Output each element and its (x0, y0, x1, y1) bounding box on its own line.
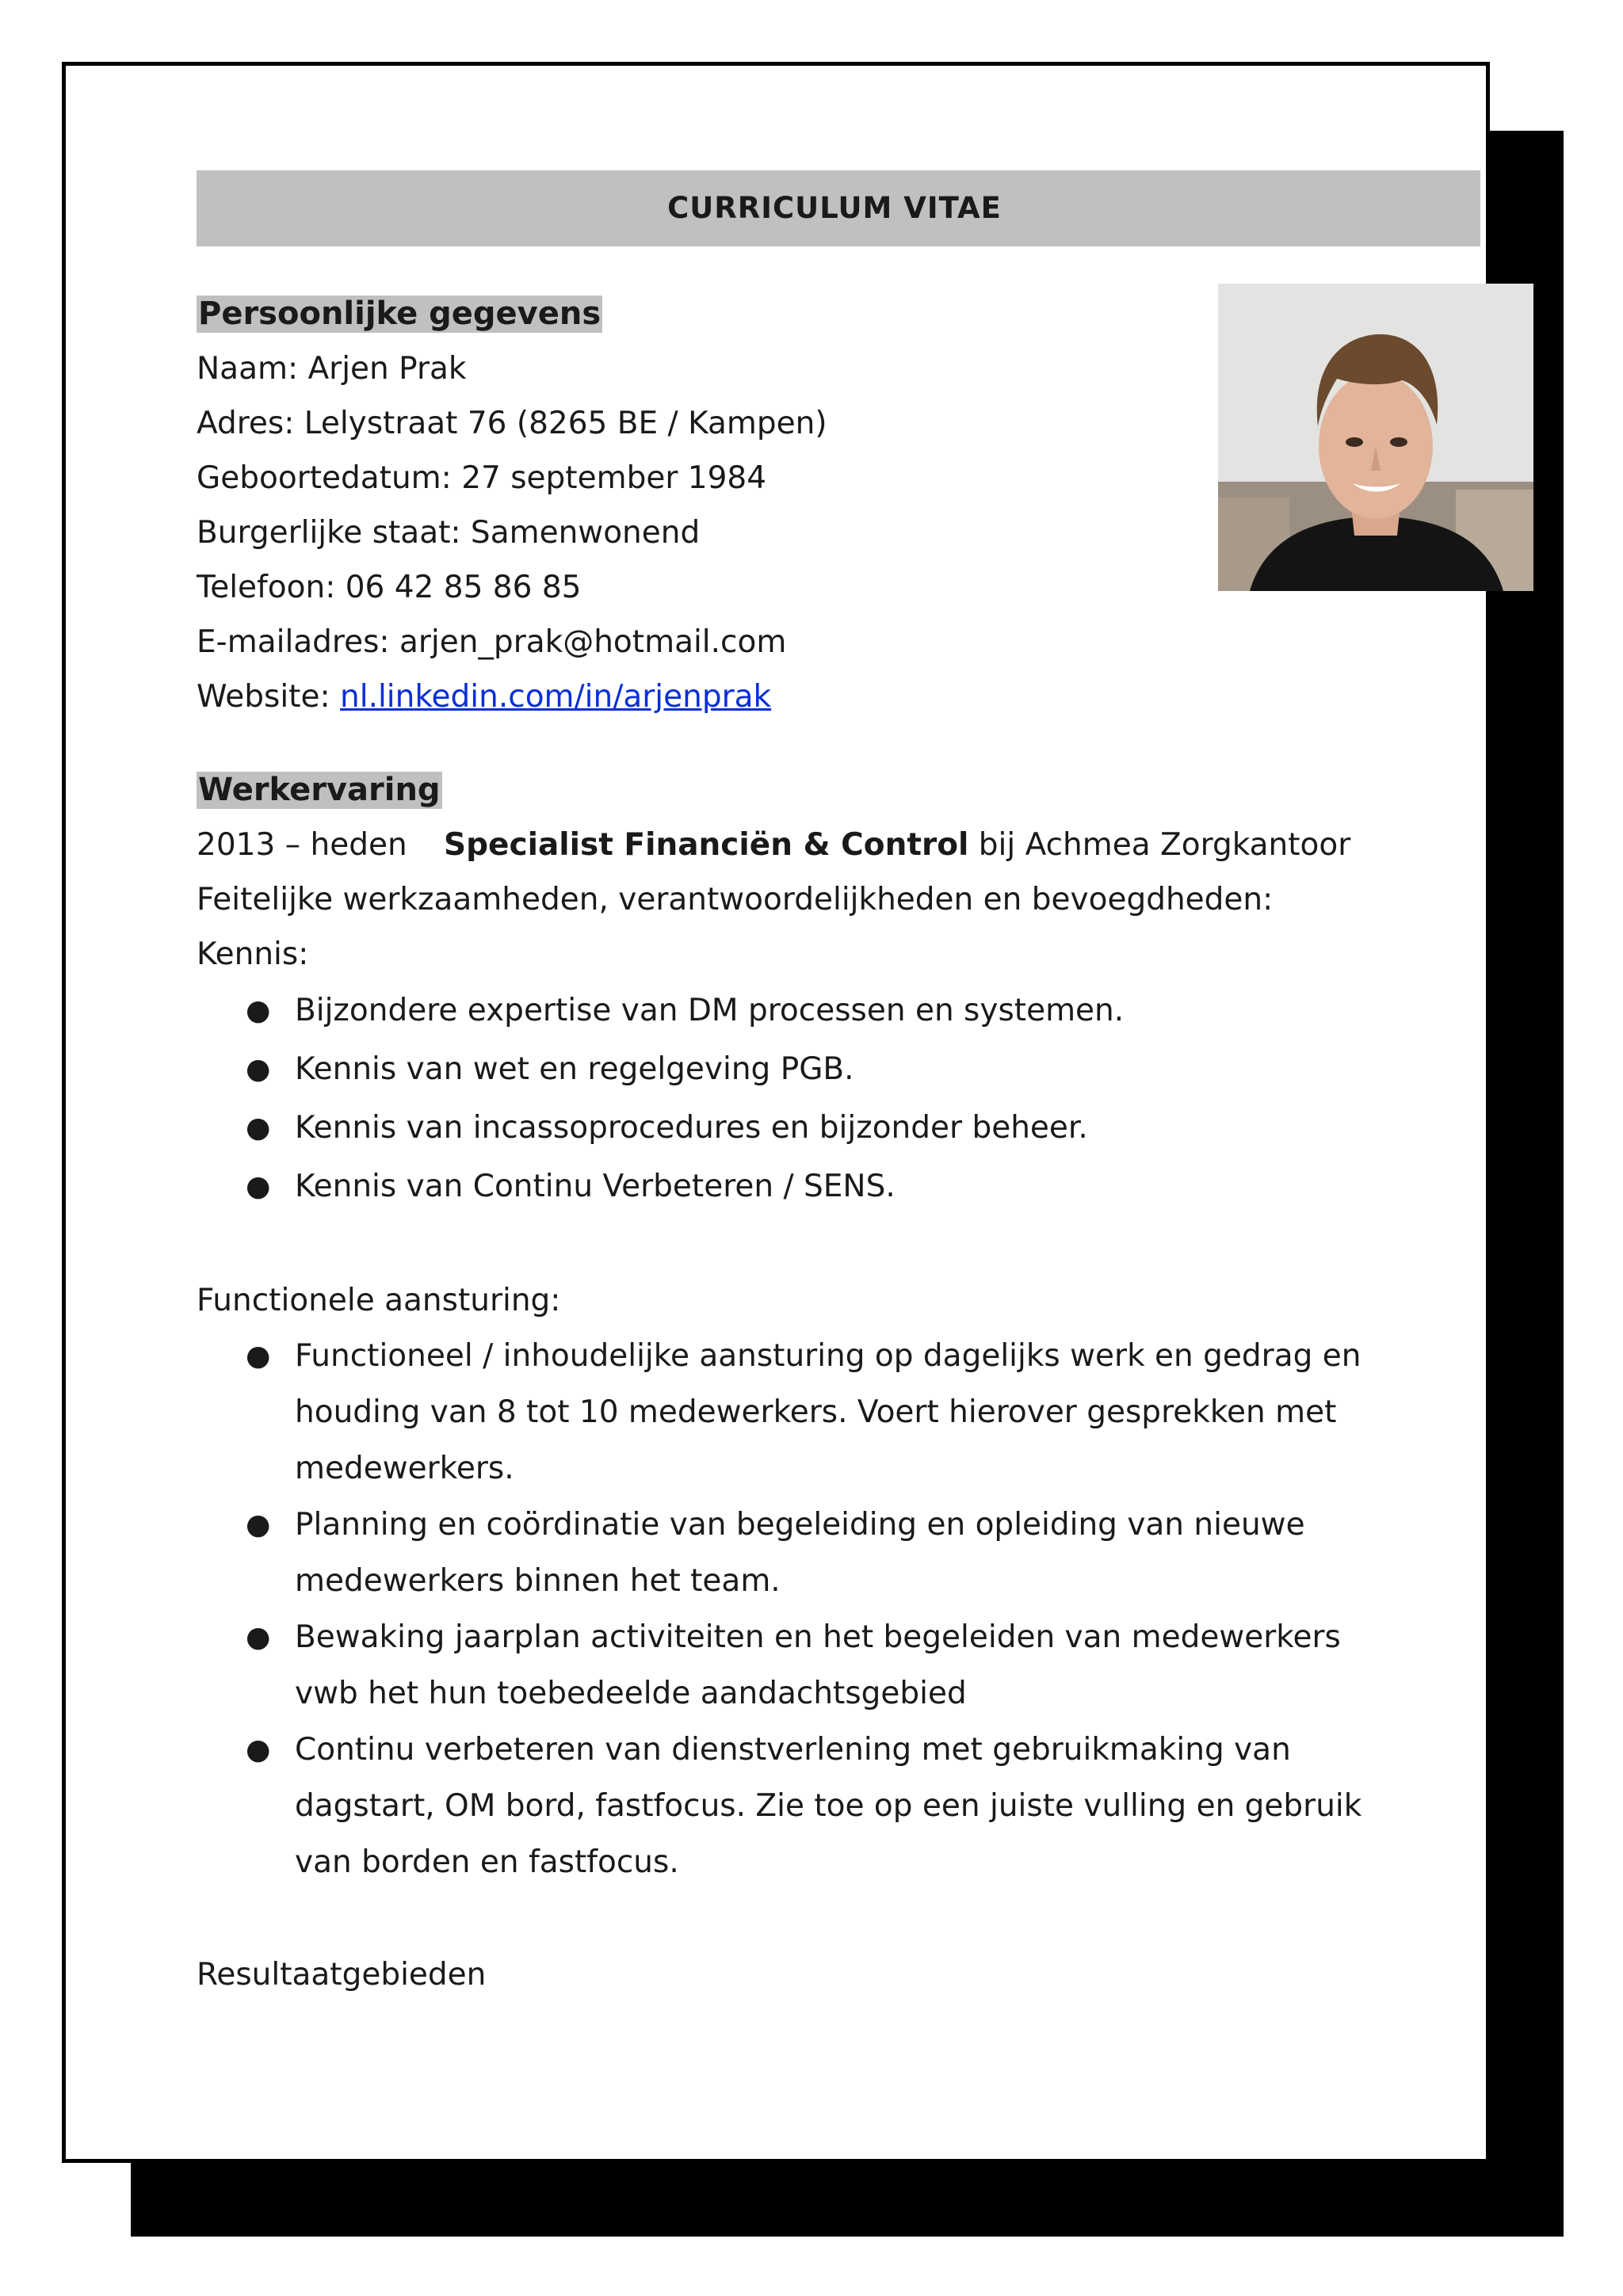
list-item-text: Continu verbeteren van dienstverlening met gebruikmaking van dagstart, OM bord, fastfocus. Zie toe op een juiste vulling en gebruik van borden en fastfocus. (295, 1732, 1362, 1880)
profile-photo (1218, 284, 1533, 591)
list-item-text: Kennis van incassoprocedures en bijzonder beheer. (295, 1110, 1088, 1146)
personal-website (197, 669, 1536, 724)
bullet-icon: ● (246, 1733, 271, 1766)
list-item-text: Bijzondere expertise van DM processen en systemen. (295, 993, 1125, 1028)
bullet-icon: ● (246, 1508, 271, 1541)
spacer (197, 1216, 1536, 1273)
profile-photo-drawing (1218, 284, 1533, 591)
kennis-list (197, 982, 1536, 1216)
list-item-text: Planning en coördinatie van begeleiding en opleiding van nieuwe medewerkers binnen het team. (295, 1507, 1305, 1599)
website-link[interactable]: nl.linkedin.com/in/arjenprak (340, 679, 772, 715)
personal-name: Naam: Arjen Prak (197, 351, 467, 387)
personal-address: Adres: Lelystraat 76 (8265 BE / Kampen) (197, 406, 827, 441)
list-item-text: Bewaking jaarplan activiteiten en het begeleiden van medewerkers vwb het hun toebedeelde aandachtsgebied (295, 1619, 1341, 1711)
list-item (197, 1497, 1404, 1609)
list-item (197, 1609, 1404, 1722)
kennis-label: Kennis: (197, 936, 309, 972)
bullet-icon: ● (246, 1170, 271, 1203)
document-title: CURRICULUM VITAE (667, 191, 1002, 225)
personal-phone: Telefoon: 06 42 85 86 85 (197, 570, 582, 605)
personal-email: E-mailadres: arjen_prak@hotmail.com (197, 624, 787, 660)
personal-heading: Persoonlijke gegevens (198, 296, 601, 332)
list-item (197, 1158, 1404, 1216)
website-label: Website: (197, 679, 341, 715)
title-bar (197, 170, 1480, 246)
personal-birthdate: Geboortedatum: 27 september 1984 (197, 460, 767, 496)
spacer (197, 1890, 1536, 1947)
list-item-text: Functioneel / inhoudelijke aansturing op dagelijks werk en gedrag en houding van 8 tot 10 medewerkers. Voert hierover gesprekken met medewerkers. (295, 1338, 1361, 1486)
work-heading: Werkervaring (198, 772, 441, 808)
bullet-icon: ● (246, 1340, 271, 1372)
list-item (197, 1722, 1404, 1890)
aansturing-list (197, 1328, 1536, 1890)
job-intro: Feitelijke werkzaamheden, verantwoordelijkheden en bevoegdheden: (197, 882, 1274, 917)
list-item-text: Kennis van wet en regelgeving PGB. (295, 1051, 854, 1087)
job-employer: bij Achmea Zorgkantoor (968, 827, 1351, 863)
job-period: 2013 – heden (197, 827, 407, 863)
list-item (197, 1040, 1404, 1099)
personal-section (197, 296, 1536, 724)
list-item (197, 1099, 1404, 1158)
personal-marital-status: Burgerlijke staat: Samenwonend (197, 515, 701, 551)
aansturing-label: Functionele aansturing: (197, 1283, 561, 1318)
resultaat-label: Resultaatgebieden (197, 1957, 487, 1993)
document-page (62, 62, 1490, 2163)
work-section (197, 772, 1536, 2002)
job-role: Specialist Financiën & Control (444, 827, 969, 863)
document-content (197, 170, 1536, 2002)
bullet-icon: ● (246, 994, 271, 1027)
list-item-text: Kennis van Continu Verbeteren / SENS. (295, 1169, 896, 1204)
bullet-icon: ● (246, 1621, 271, 1653)
bullet-icon: ● (246, 1053, 271, 1085)
job-line (197, 818, 1536, 872)
list-item (197, 1328, 1404, 1497)
bullet-icon: ● (246, 1112, 271, 1144)
list-item (197, 982, 1404, 1040)
